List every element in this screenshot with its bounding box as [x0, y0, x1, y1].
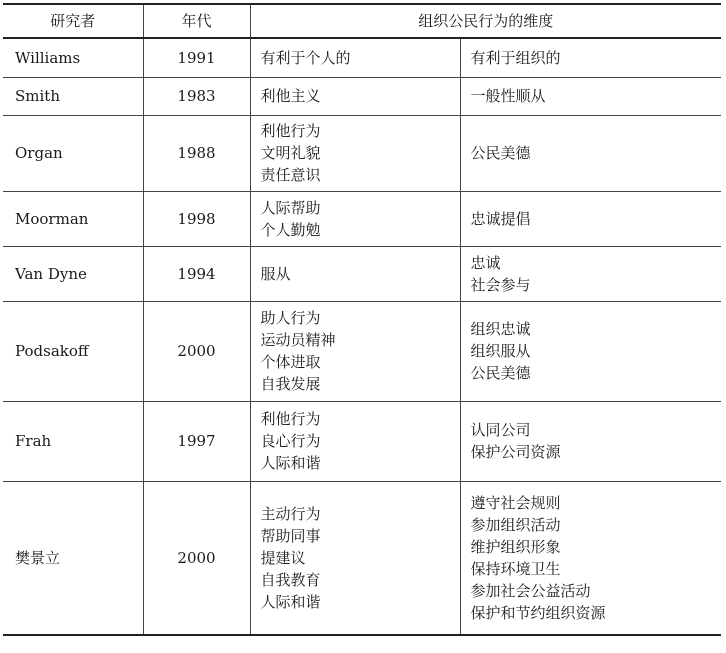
researcher-cell: Moorman — [3, 191, 143, 246]
individual-cell — [250, 401, 460, 481]
year-cell: 1991 — [143, 38, 250, 77]
table-row — [3, 191, 721, 246]
dimension-item: 个体进取 — [260, 353, 321, 371]
header-row — [3, 4, 721, 38]
dimension-item: 认同公司 — [470, 421, 531, 439]
table-row — [3, 481, 721, 635]
year-cell: 1983 — [143, 77, 250, 115]
table-row — [3, 301, 721, 401]
dimension-item: 公民美德 — [470, 364, 531, 382]
individual-cell — [250, 115, 460, 191]
dimension-item: 遵守社会规则 — [470, 493, 561, 512]
dimension-item: 保护公司资源 — [470, 443, 561, 461]
dimension-item: 参加组织活动 — [470, 515, 561, 534]
organization-cell — [460, 115, 721, 191]
individual-cell — [250, 191, 460, 246]
dimension-item: 忠诚 — [470, 253, 501, 272]
dimension-item: 参加社会公益活动 — [470, 581, 591, 600]
dimension-item: 文明礼貌 — [260, 144, 321, 162]
dimension-item: 保持环境卫生 — [470, 559, 561, 578]
table-row — [3, 246, 721, 301]
dimension-item: 责任意识 — [260, 166, 321, 184]
researcher-cell: Podsakoff — [3, 301, 143, 401]
dimension-item: 社会参与 — [470, 275, 531, 294]
dimension-item: 帮助同事 — [260, 526, 321, 545]
individual-cell — [250, 246, 460, 301]
year-cell: 2000 — [143, 301, 250, 401]
dimension-item: 有利于组织的 — [470, 48, 561, 67]
dimension-item: 忠诚提倡 — [470, 209, 531, 228]
dimension-item: 有利于个人的 — [260, 48, 351, 67]
year-cell: 2000 — [143, 481, 250, 635]
researcher-cell: Organ — [3, 115, 143, 191]
dimension-item: 保护和节约组织资源 — [470, 603, 606, 622]
researcher-cell: Frah — [3, 401, 143, 481]
dimension-item: 一般性顺从 — [470, 87, 546, 105]
individual-cell — [250, 481, 460, 635]
dimension-item: 利他行为 — [260, 122, 321, 140]
dimension-item: 个人勤勉 — [260, 220, 321, 239]
individual-cell — [250, 301, 460, 401]
dimension-item: 人际帮助 — [260, 198, 321, 217]
individual-cell — [250, 38, 460, 77]
header-year: 年代 — [143, 4, 250, 38]
dimension-item: 提建议 — [260, 548, 306, 567]
dimension-item: 自我教育 — [260, 570, 321, 589]
ocb-dimensions-table — [3, 3, 721, 636]
table-row — [3, 401, 721, 481]
dimension-item: 组织忠诚 — [470, 320, 531, 338]
researcher-cell: Williams — [3, 38, 143, 77]
researcher-cell: Van Dyne — [3, 246, 143, 301]
organization-cell — [460, 38, 721, 77]
dimension-item: 自我发展 — [260, 375, 321, 393]
table-row — [3, 38, 721, 77]
table-row — [3, 115, 721, 191]
organization-cell — [460, 481, 721, 635]
dimension-item: 利他主义 — [260, 87, 321, 105]
dimension-item: 组织服从 — [470, 342, 531, 360]
year-cell: 1994 — [143, 246, 250, 301]
dimension-item: 维护组织形象 — [470, 537, 561, 556]
header-researcher: 研究者 — [3, 4, 143, 38]
dimension-item: 良心行为 — [260, 432, 321, 450]
year-cell: 1988 — [143, 115, 250, 191]
dimension-item: 利他行为 — [260, 410, 321, 428]
dimension-item: 人际和谐 — [260, 592, 321, 611]
dimension-item: 助人行为 — [260, 309, 321, 327]
researcher-cell: 樊景立 — [3, 481, 143, 635]
organization-cell — [460, 191, 721, 246]
organization-cell — [460, 301, 721, 401]
dimension-item: 运动员精神 — [260, 331, 336, 349]
individual-cell — [250, 77, 460, 115]
table-row — [3, 77, 721, 115]
organization-cell — [460, 401, 721, 481]
year-cell: 1998 — [143, 191, 250, 246]
dimension-item: 公民美德 — [470, 144, 531, 162]
year-cell: 1997 — [143, 401, 250, 481]
researcher-cell: Smith — [3, 77, 143, 115]
header-dimensions: 组织公民行为的维度 — [250, 4, 721, 38]
organization-cell — [460, 77, 721, 115]
dimension-item: 人际和谐 — [260, 454, 321, 472]
dimension-item: 服从 — [260, 264, 291, 283]
organization-cell — [460, 246, 721, 301]
dimension-item: 主动行为 — [260, 504, 321, 523]
